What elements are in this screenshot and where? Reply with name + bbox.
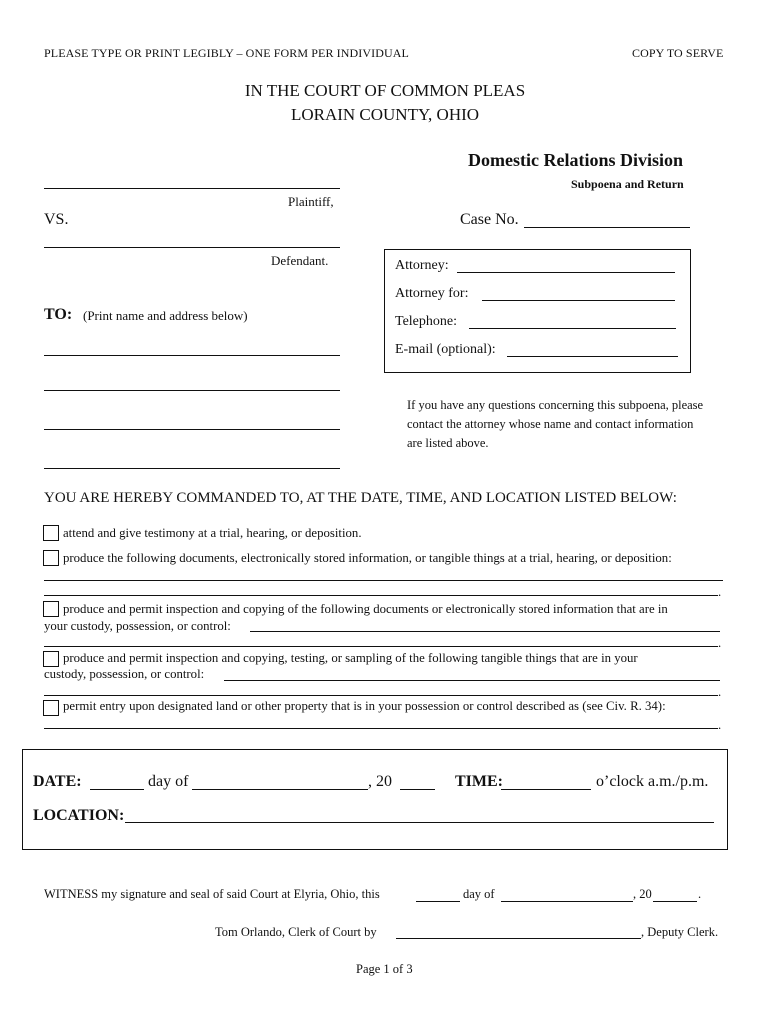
option-produce-documents-text: produce the following documents, electronically stored information, or tangible things at a trial, hearing, or deposition: [63,551,672,565]
permit-entry-line[interactable] [44,728,718,729]
day-of-label: day of [148,773,189,790]
option-attend-text: attend and give testimony at a trial, hearing, or deposition. [63,526,362,540]
witness-period: . [698,887,702,901]
month-line[interactable] [192,789,368,790]
command-heading: YOU ARE HEREBY COMMANDED TO, AT THE DATE, TIME, AND LOCATION LISTED BELOW: [44,490,677,506]
witness-day-of: day of [463,887,495,901]
produce-documents-line-2[interactable] [44,595,718,596]
checkbox-inspect-tangible[interactable] [43,651,59,667]
attorney-for-line[interactable] [482,300,675,301]
defendant-label: Defendant. [271,253,329,268]
time-line[interactable] [501,789,591,790]
court-name: IN THE COURT OF COMMON PLEAS [244,81,526,100]
attorney-for-label: Attorney for: [395,286,469,301]
attorney-label: Attorney: [395,258,449,273]
plaintiff-label: Plaintiff, [288,194,334,209]
email-label: E-mail (optional): [395,342,496,357]
court-county: LORAIN COUNTY, OHIO [290,105,480,124]
to-instruction: (Print name and address below) [83,308,248,323]
address-line-2[interactable] [44,390,340,391]
witness-month-line[interactable] [501,901,633,902]
clerk-label: Tom Orlando, Clerk of Court by [215,925,377,939]
deputy-clerk-label: , Deputy Clerk. [641,925,719,939]
deputy-clerk-signature-line[interactable] [396,938,641,939]
vs-label: VS. [44,211,69,228]
contact-note: If you have any questions concerning this subpoena, please contact the attorney whose name and contact information are listed above. [407,398,704,450]
checkbox-attend[interactable] [43,525,59,541]
to-label: TO: [44,306,73,323]
period-mark: . [718,636,722,650]
division-title: Domestic Relations Division [468,150,683,170]
location-line[interactable] [125,822,714,823]
period-mark: . [718,585,722,599]
schedule-box [22,749,728,850]
telephone-line[interactable] [469,328,676,329]
defendant-line[interactable] [44,247,340,248]
date-label: DATE: [33,773,82,790]
time-label: TIME: [455,773,503,790]
form-subtitle: Subpoena and Return [571,177,684,191]
attorney-line[interactable] [457,272,675,273]
oclock-label: o’clock a.m./p.m. [596,773,709,790]
address-line-3[interactable] [44,429,340,430]
period-mark: . [718,718,722,732]
option-inspect-documents-cont: your custody, possession, or control: [44,619,231,633]
option-inspect-tangible-text: produce and permit inspection and copying, testing, or sampling of the following tangible things that are in your [63,651,638,665]
case-no-label: Case No. [460,211,519,228]
location-label: LOCATION: [33,807,125,824]
inspect-documents-line-1[interactable] [250,631,720,632]
produce-documents-line-1[interactable] [44,580,723,581]
witness-day-line[interactable] [416,901,460,902]
case-no-line[interactable] [524,227,690,228]
option-permit-entry-text: permit entry upon designated land or other property that is in your possession or control described as (see Civ. R. 34): [63,699,666,713]
inspect-tangible-line-2[interactable] [44,695,718,696]
copy-to-serve-label: COPY TO SERVE [632,46,724,60]
witness-year-line[interactable] [653,901,697,902]
witness-year-prefix: , 20 [633,887,652,901]
checkbox-inspect-documents[interactable] [43,601,59,617]
day-line[interactable] [90,789,144,790]
period-mark: . [718,685,722,699]
email-line[interactable] [507,356,678,357]
inspect-documents-line-2[interactable] [44,646,718,647]
inspect-tangible-line-1[interactable] [224,680,720,681]
form-instruction: PLEASE TYPE OR PRINT LEGIBLY – ONE FORM PER INDIVIDUAL [44,46,409,60]
address-line-4[interactable] [44,468,340,469]
page-number: Page 1 of 3 [356,962,413,976]
option-inspect-tangible-cont: custody, possession, or control: [44,667,205,681]
witness-text: WITNESS my signature and seal of said Court at Elyria, Ohio, this [44,887,380,901]
address-line-1[interactable] [44,355,340,356]
option-inspect-documents-text: produce and permit inspection and copying of the following documents or electronically stored information that are in [63,602,668,616]
year-prefix: , 20 [368,773,392,790]
year-line[interactable] [400,789,435,790]
checkbox-produce-documents[interactable] [43,550,59,566]
plaintiff-line[interactable] [44,188,340,189]
telephone-label: Telephone: [395,314,457,329]
checkbox-permit-entry[interactable] [43,700,59,716]
